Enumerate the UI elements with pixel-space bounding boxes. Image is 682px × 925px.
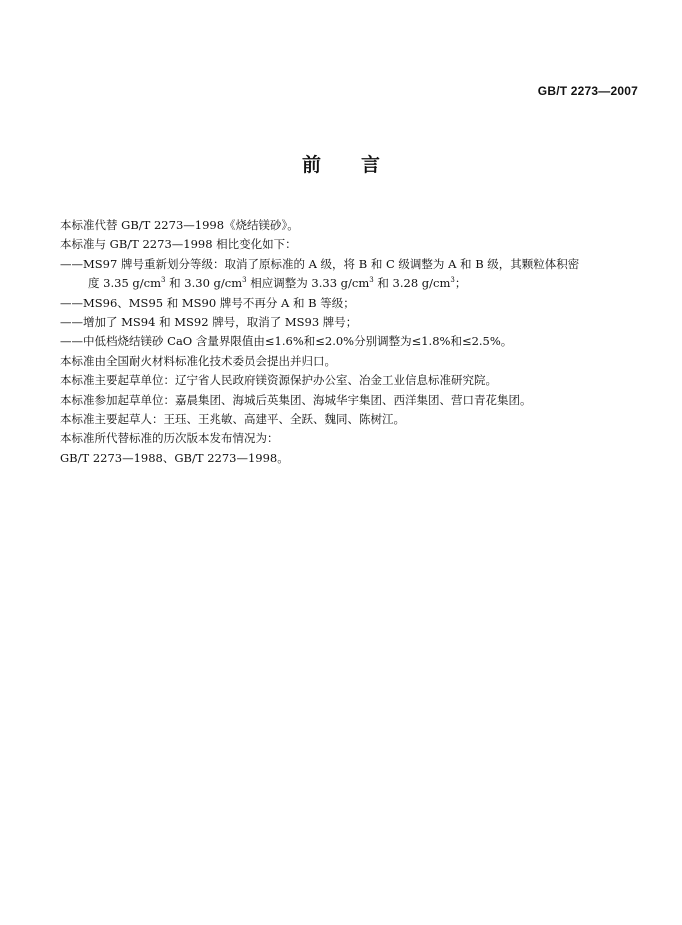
superscript: 3 xyxy=(242,276,247,285)
change-item-grades: ——MS96、MS95 和 MS90 牌号不再分 A 和 B 等级； xyxy=(60,295,355,310)
change-item-added: ——增加了 MS94 和 MS92 牌号，取消了 MS93 牌号； xyxy=(60,315,358,330)
paragraph-replaces: 本标准代替 GB/T 2273—1998《烧结镁砂》。 xyxy=(60,218,299,232)
density-text-e: ； xyxy=(454,276,467,291)
density-text-b: 和 3.30 g/cm xyxy=(165,276,243,291)
paragraph-changes-intro: 本标准与 GB/T 2273—1998 相比变化如下： xyxy=(60,237,297,252)
change-item-ms97: ——MS97 牌号重新划分等级：取消了原标准的 A 级，将 B 和 C 级调整为 A 和 B 级，其颗粒体积密 xyxy=(60,256,580,271)
superscript: 3 xyxy=(369,276,374,285)
change-item-ms97-continued xyxy=(60,274,644,293)
paragraph-history-versions: GB/T 2273—1988、GB/T 2273—1998。 xyxy=(60,450,289,465)
density-text-c: 相应调整为 3.33 g/cm xyxy=(246,276,370,291)
change-item-cao: ——中低档烧结镁砂 CaO 含量界限值由≤1.6%和≤2.0%分别调整为≤1.8%和≤2.5%。 xyxy=(60,334,513,349)
paragraph-participating-units: 本标准参加起草单位：嘉晨集团、海城后英集团、海城华宇集团、西洋集团、营口青花集团。 xyxy=(60,392,532,407)
page-title: 前言 xyxy=(301,154,420,176)
paragraph-proposed-by: 本标准由全国耐火材料标准化技术委员会提出并归口。 xyxy=(60,353,336,368)
paragraph-drafters: 本标准主要起草人：王珏、王兆敏、高建平、全跃、魏同、陈树江。 xyxy=(60,412,405,427)
foreword-body xyxy=(60,216,644,468)
standard-number: GB/T 2273—2007 xyxy=(537,84,638,98)
superscript: 3 xyxy=(161,276,166,285)
density-text-d: 和 3.28 g/cm xyxy=(373,276,451,291)
density-text-a: 度 3.35 g/cm xyxy=(88,276,161,291)
paragraph-history-intro: 本标准所代替标准的历次版本发布情况为： xyxy=(60,431,279,446)
paragraph-main-drafting-units: 本标准主要起草单位：辽宁省人民政府镁资源保护办公室、冶金工业信息标准研究院。 xyxy=(60,373,497,388)
superscript: 3 xyxy=(450,276,455,285)
